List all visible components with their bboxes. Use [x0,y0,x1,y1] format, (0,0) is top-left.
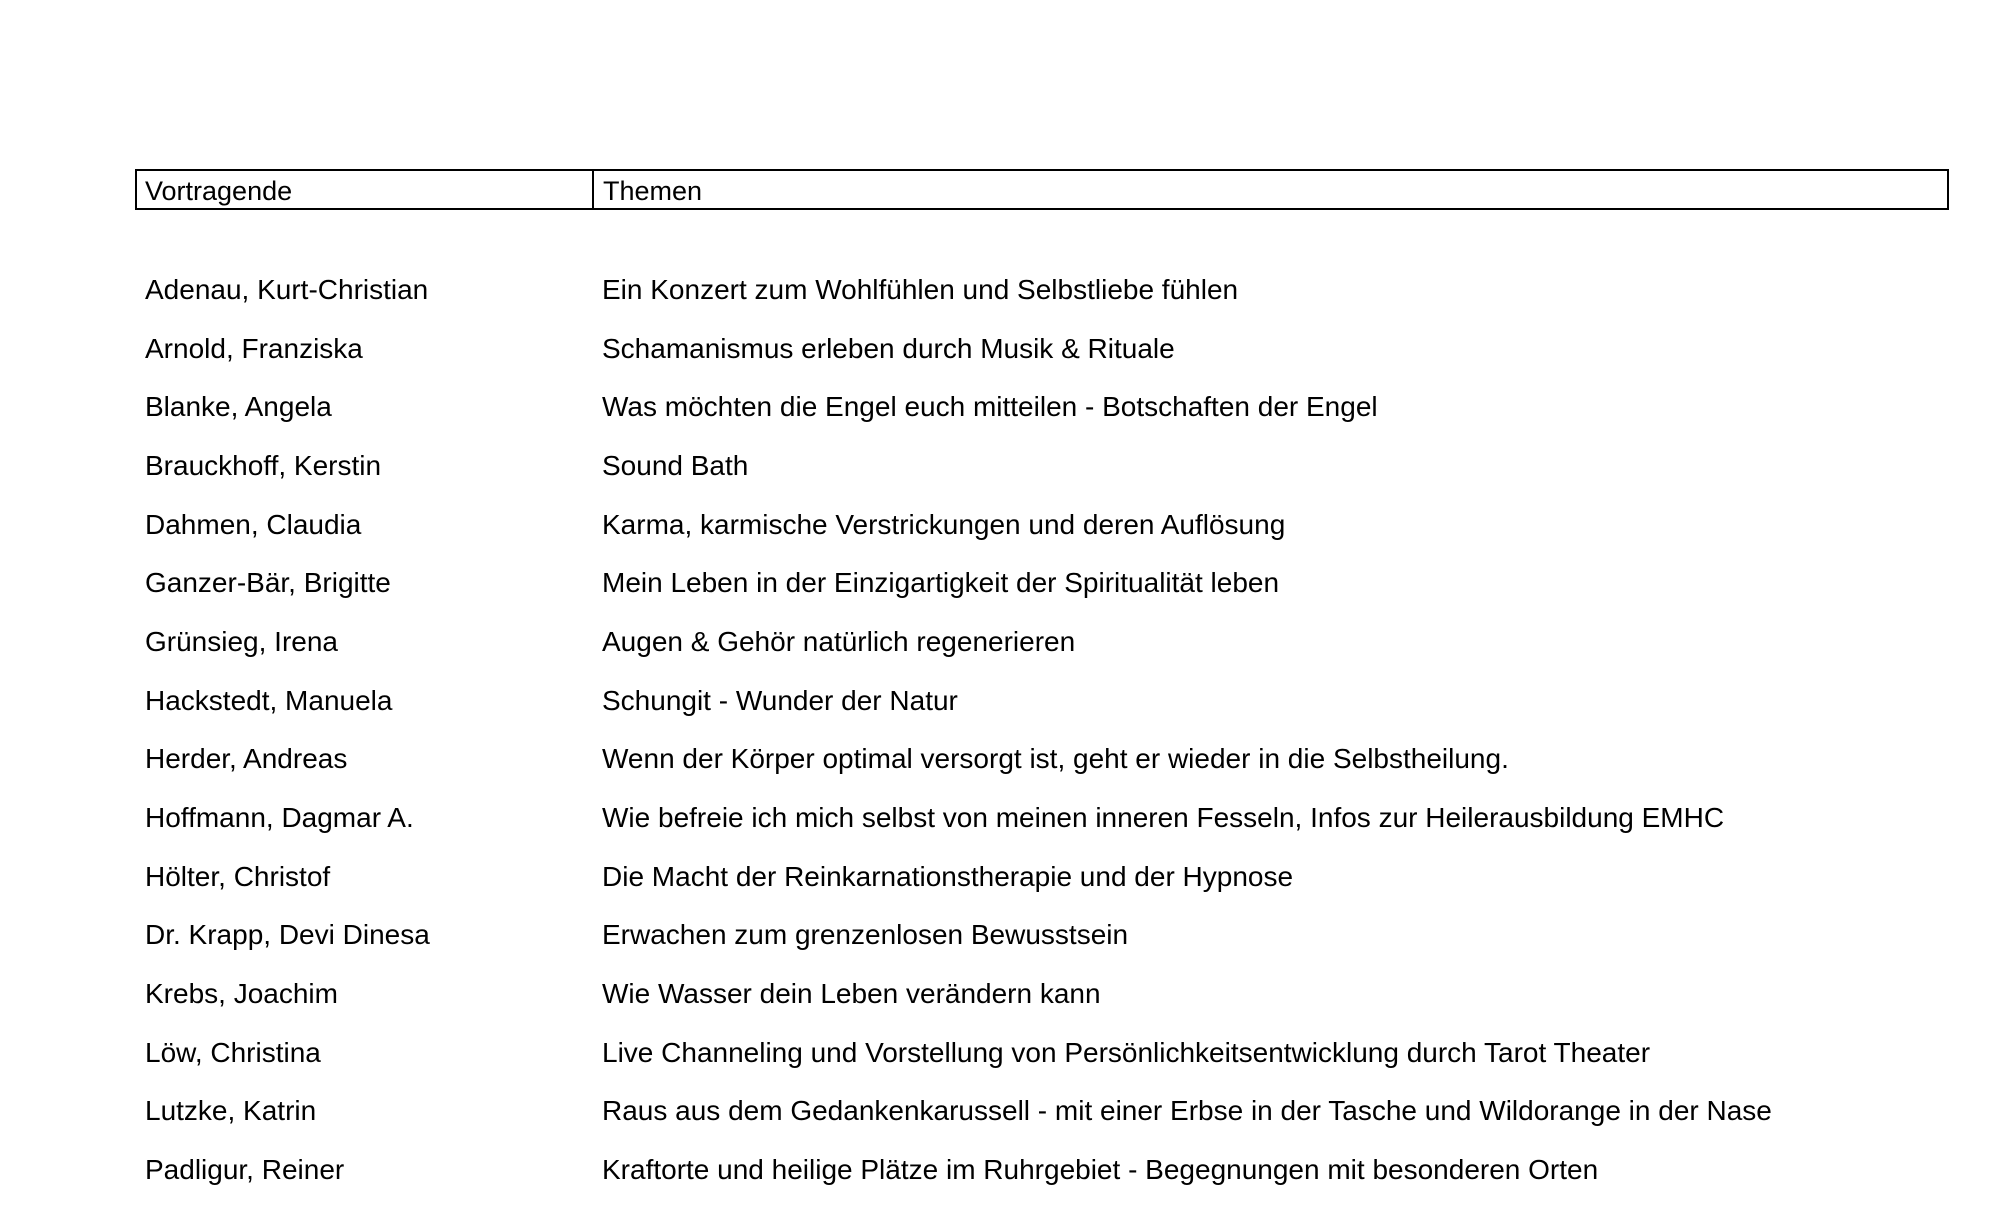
speaker-name: Grünsieg, Irena [145,626,338,658]
header-speaker: Vortragende [145,176,293,206]
topic-title: Wie befreie ich mich selbst von meinen inneren Fesseln, Infos zur Heilerausbildung EMHC [602,802,1725,834]
speaker-name: Arnold, Franziska [145,332,363,364]
speaker-name: Padligur, Reiner [145,1154,345,1186]
table-row [0,446,2000,486]
table-header [135,169,1949,210]
table-row [0,622,2000,662]
speaker-name: Adenau, Kurt-Christian [145,274,429,305]
speaker-name: Dr. Krapp, Devi Dinesa [145,919,430,951]
topic-title: Mein Leben in der Einzigartigkeit der Spiritualität leben [602,567,1280,599]
table-row [0,1150,2000,1190]
topic-title: Wie Wasser dein Leben verändern kann [602,978,1101,1010]
speaker-name: Brauckhoff, Kerstin [145,450,382,481]
table-row [0,798,2000,838]
speaker-name: Ganzer-Bär, Brigitte [145,567,391,599]
table-row [0,739,2000,779]
speaker-name: Hoffmann, Dagmar A. [145,802,414,834]
table-row [0,1091,2000,1131]
topic-title: Schungit - Wunder der Natur [602,684,958,716]
speaker-name: Herder, Andreas [145,743,348,775]
topic-title: Augen & Gehör natürlich regenerieren [602,626,1076,658]
table-row [0,857,2000,897]
table-row [0,329,2000,369]
topic-title: Wenn der Körper optimal versorgt ist, geht er wieder in die Selbstheilung. [602,743,1509,775]
speaker-name: Lutzke, Katrin [145,1095,317,1127]
speaker-name: Löw, Christina [145,1036,321,1068]
topic-title: Kraftorte und heilige Plätze im Ruhrgebiet - Begegnungen mit besonderen Orten [602,1154,1599,1186]
speaker-name: Dahmen, Claudia [145,508,362,540]
speaker-name: Krebs, Joachim [145,978,338,1010]
topic-title: Sound Bath [602,450,749,481]
table-row [0,270,2000,310]
topic-title: Live Channeling und Vorstellung von Persönlichkeitsentwicklung durch Tarot Theater [602,1036,1651,1068]
table-row [0,387,2000,427]
header-topic: Themen [603,176,703,206]
topic-title: Erwachen zum grenzenlosen Bewusstsein [602,919,1129,951]
table-row [0,1033,2000,1073]
table-row [0,915,2000,955]
table-row [0,681,2000,721]
speaker-name: Blanke, Angela [145,391,332,423]
speaker-name: Hölter, Christof [145,860,331,892]
topic-title: Karma, karmische Verstrickungen und deren Auflösung [602,508,1286,540]
topic-title: Schamanismus erleben durch Musik & Rituale [602,332,1175,364]
table-row [0,505,2000,545]
topic-title: Was möchten die Engel euch mitteilen - Botschaften der Engel [602,391,1378,423]
table-row [0,974,2000,1014]
table-row [0,563,2000,603]
header-column-divider [592,169,594,210]
topic-title: Die Macht der Reinkarnationstherapie und der Hypnose [602,860,1294,892]
topic-title: Ein Konzert zum Wohlfühlen und Selbstliebe fühlen [602,274,1239,305]
speaker-name: Hackstedt, Manuela [145,684,393,716]
topic-title: Raus aus dem Gedankenkarussell - mit einer Erbse in der Tasche und Wildorange in der Nase [602,1095,1772,1127]
